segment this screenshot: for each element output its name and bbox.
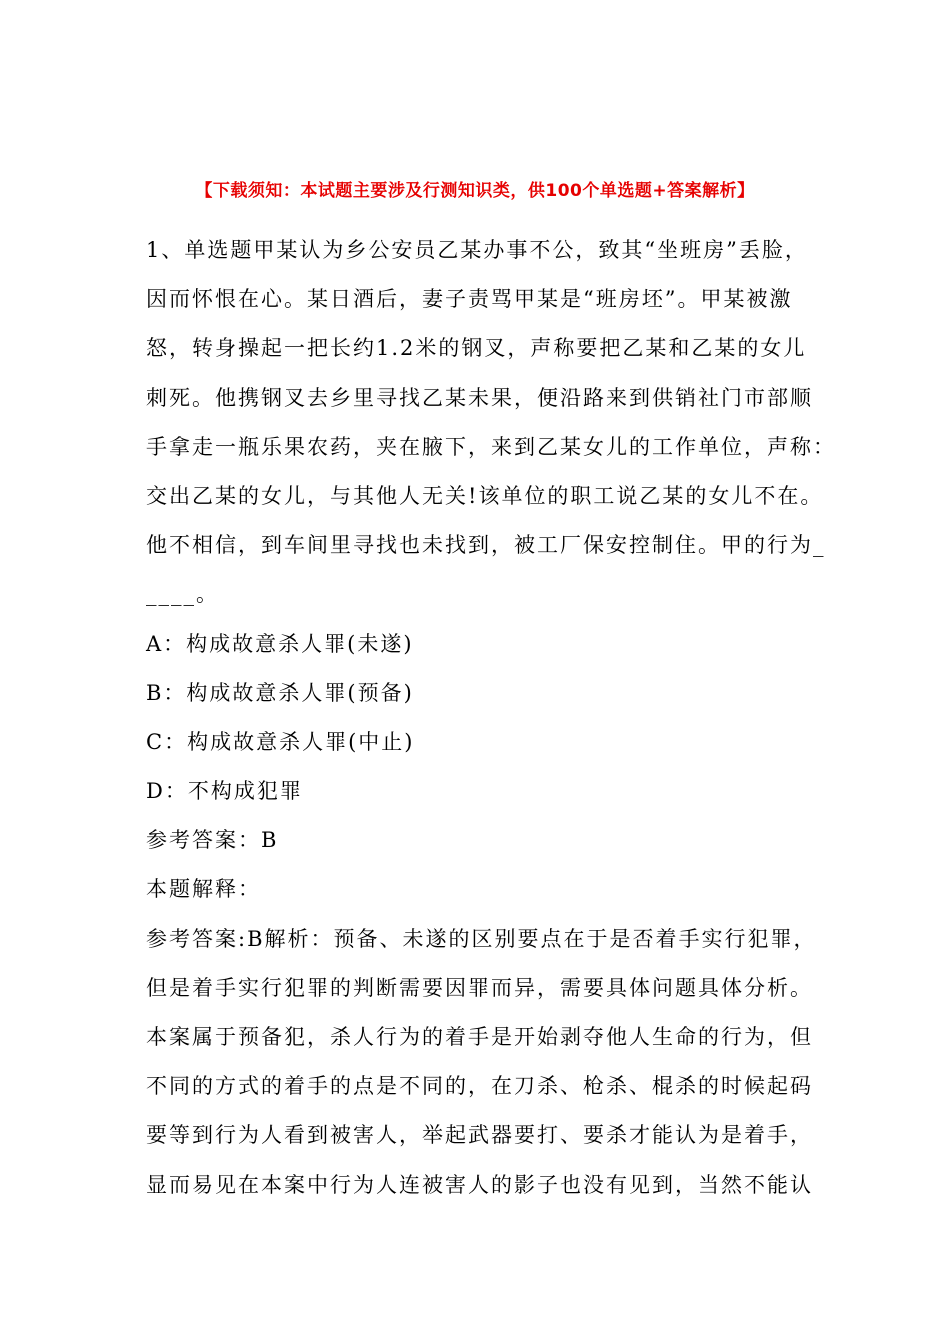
explanation-line: 但是着手实行犯罪的判断需要因罪而异，需要具体问题具体分析。 — [146, 975, 813, 1000]
option-d: D：不构成犯罪 — [146, 779, 303, 804]
question-block — [146, 226, 836, 1210]
option-a: A：构成故意杀人罪(未遂) — [146, 631, 414, 656]
explanation-line: 要等到行为人看到被害人，举起武器要打、要杀才能认为是着手， — [146, 1123, 813, 1148]
question-line: ____。 — [146, 582, 219, 607]
download-notice: 【下载须知：本试题主要涉及行测知识类，供100个单选题+答案解析】 — [195, 181, 755, 201]
option-b: B：构成故意杀人罪(预备) — [146, 680, 414, 705]
question-line: 1、单选题甲某认为乡公安员乙某办事不公，致其“坐班房”丢脸， — [146, 238, 808, 262]
question-line: 手拿走一瓶乐果农药，夹在腋下，来到乙某女儿的工作单位，声称： — [146, 434, 836, 459]
question-line: 怒，转身操起一把长约1.2米的钢叉，声称要把乙某和乙某的女儿 — [146, 336, 807, 361]
question-line: 因而怀恨在心。某日酒后，妻子责骂甲某是“班房坯”。甲某被激 — [146, 287, 793, 312]
question-line: 交出乙某的女儿，与其他人无关!该单位的职工说乙某的女儿不在。 — [146, 483, 824, 508]
question-line: 刺死。他携钢叉去乡里寻找乙某未果，便沿路来到供销社门市部顺 — [146, 385, 813, 410]
option-c: C：构成故意杀人罪(中止) — [146, 729, 415, 754]
explanation-heading: 本题解释： — [146, 877, 261, 902]
question-line: 他不相信，到车间里寻找也未找到，被工厂保安控制住。甲的行为_ — [146, 533, 826, 558]
explanation-line: 本案属于预备犯，杀人行为的着手是开始剥夺他人生命的行为，但 — [146, 1025, 813, 1049]
explanation-line: 不同的方式的着手的点是不同的，在刀杀、枪杀、棍杀的时候起码 — [146, 1074, 813, 1099]
explanation-line: 显而易见在本案中行为人连被害人的影子也没有见到，当然不能认 — [146, 1172, 813, 1197]
explanation-line: 参考答案:B解析：预备、未遂的区别要点在于是否着手实行犯罪， — [146, 926, 817, 951]
reference-answer: 参考答案：B — [146, 828, 279, 853]
